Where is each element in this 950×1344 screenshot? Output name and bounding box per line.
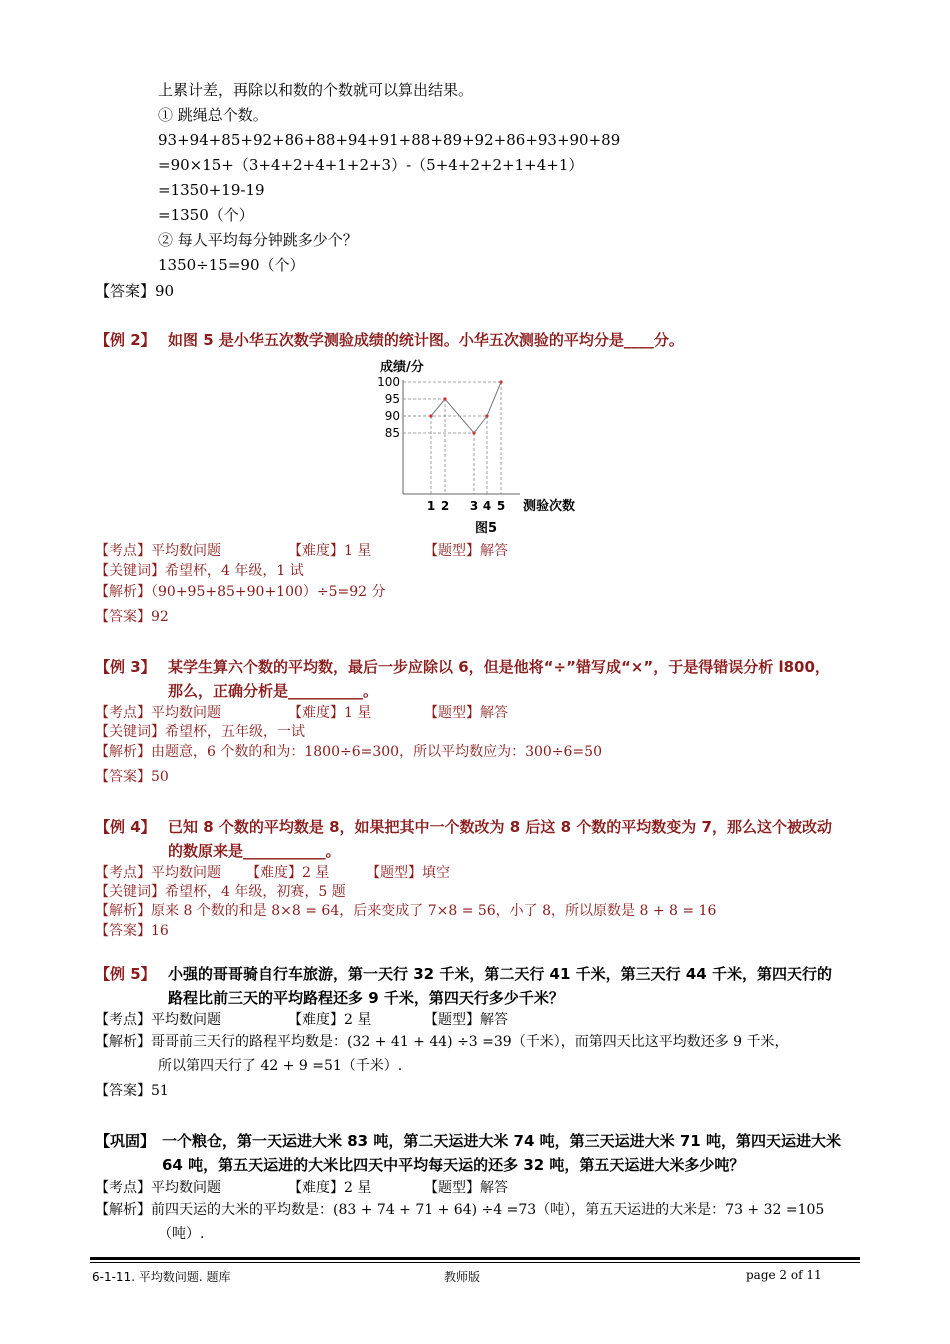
ex4-kaodian: 【考点】平均数问题 <box>95 865 221 881</box>
gonggu-jiexi-2: （吨）. <box>158 1226 205 1242</box>
ex5-answer <box>95 1081 169 1101</box>
footer-doc-name: 6-1-11. 平均数问题. 题库 <box>92 1270 231 1284</box>
example-3-label: 【例 3】 <box>95 658 156 676</box>
intro-answer <box>95 281 174 301</box>
score-line-chart <box>360 352 620 542</box>
answer-value: 16 <box>151 923 169 939</box>
example-5-question-1: 小强的哥哥骑自行车旅游，第一天行 32 千米，第二天行 41 千米，第三天行 44 千米，第四天行的 <box>168 965 832 983</box>
ex4-answer <box>95 921 169 941</box>
gonggu-label: 【巩固】 <box>95 1132 156 1150</box>
intro-line-4: =90×15+（3+4+2+4+1+2+3）-（5+4+2+2+1+4+1） <box>158 156 584 174</box>
chart-title: 成绩/分 <box>380 360 424 375</box>
answer-label: 【答案】 <box>95 282 156 300</box>
y-tick-label: 95 <box>384 392 400 406</box>
ex2-nandu: 【难度】1 星 <box>288 543 372 559</box>
example-2-question: 如图 5 是小华五次数学测验成绩的统计图。小华五次测验的平均分是____分。 <box>168 331 684 349</box>
ex3-kaodian: 【考点】平均数问题 <box>95 705 221 721</box>
example-3-question-2: 那么，正确分析是__________。 <box>168 682 379 700</box>
ex3-tixing: 【题型】解答 <box>424 705 508 721</box>
ex2-kaodian: 【考点】平均数问题 <box>95 543 221 559</box>
answer-value: 50 <box>151 769 169 785</box>
example-5-question-2: 路程比前三天的平均路程还多 9 千米，第四天行多少千米？ <box>168 989 564 1007</box>
gonggu-tixing: 【题型】解答 <box>424 1180 508 1196</box>
data-point <box>472 431 475 434</box>
y-tick-label: 100 <box>377 375 400 389</box>
y-tick-label: 90 <box>384 409 400 423</box>
ex4-jiexi: 【解析】原来 8 个数的和是 8×8 = 64，后来变成了 7×8 = 56，小了 8，所以原数是 8 + 8 = 16 <box>95 903 717 919</box>
intro-line-7: ② 每人平均每分钟跳多少个？ <box>158 231 358 249</box>
ex3-jiexi: 【解析】由题意，6 个数的和为：1800÷6=300，所以平均数应为：300÷6=50 <box>95 744 602 760</box>
answer-value: 51 <box>151 1083 169 1099</box>
ex3-keywords: 【关键词】希望杯，五年级，一试 <box>95 724 305 740</box>
x-tick-label: 1 <box>426 499 436 513</box>
intro-line-8: 1350÷15=90（个） <box>158 256 305 274</box>
ex5-jiexi-2: 所以第四天行了 42 + 9 =51（千米）. <box>158 1058 403 1074</box>
answer-label: 【答案】 <box>95 609 151 625</box>
ex4-nandu: 【难度】2 星 <box>246 865 330 881</box>
example-3-question-1: 某学生算六个数的平均数，最后一步应除以 6，但是他将“÷”错写成“×”，于是得错误分析 l800， <box>168 658 830 676</box>
footer-rule <box>90 1257 860 1260</box>
footer-page-number: page 2 of 11 <box>746 1268 822 1282</box>
gonggu-kaodian: 【考点】平均数问题 <box>95 1180 221 1196</box>
answer-label: 【答案】 <box>95 923 151 939</box>
chart-caption: 图5 <box>474 521 498 536</box>
example-2-label: 【例 2】 <box>95 331 156 349</box>
intro-line-2: ① 跳绳总个数。 <box>158 106 268 124</box>
gonggu-question-2: 64 吨，第五天运进的大米比四天中平均每天运的还多 32 吨，第五天运进大米多少吨？ <box>162 1156 745 1174</box>
gonggu-jiexi-1: 【解析】前四天运的大米的平均数是：(83 + 74 + 71 + 64) ÷4 =73（吨），第五天运进的大米是：73 + 32 =105 <box>95 1202 825 1218</box>
ex4-keywords: 【关键词】希望杯，4 年级，初赛，5 题 <box>95 884 346 900</box>
ex5-tixing: 【题型】解答 <box>424 1012 508 1028</box>
footer-rule-thin <box>90 1262 860 1263</box>
ex3-nandu: 【难度】1 星 <box>288 705 372 721</box>
ex3-answer <box>95 767 169 787</box>
ex2-answer <box>95 607 169 627</box>
data-point <box>429 414 432 417</box>
answer-label: 【答案】 <box>95 1083 151 1099</box>
data-point <box>443 397 446 400</box>
intro-line-5: =1350+19-19 <box>158 181 265 199</box>
example-4-label: 【例 4】 <box>95 818 156 836</box>
intro-line-1: 上累计差，再除以和数的个数就可以算出结果。 <box>158 81 474 99</box>
ex4-tixing: 【题型】填空 <box>366 865 450 881</box>
example-5-label: 【例 5】 <box>95 965 156 983</box>
answer-label: 【答案】 <box>95 769 151 785</box>
ex2-jiexi: 【解析】（90+95+85+90+100）÷5=92 分 <box>95 584 386 600</box>
x-tick-label: 2 <box>440 499 450 513</box>
intro-line-3: 93+94+85+92+86+88+94+91+88+89+92+86+93+90+89 <box>158 131 621 149</box>
y-tick-label: 85 <box>384 426 400 440</box>
footer-edition: 教师版 <box>444 1270 481 1284</box>
answer-value: 90 <box>155 282 175 300</box>
ex2-tixing: 【题型】解答 <box>424 543 508 559</box>
x-tick-label: 5 <box>496 499 506 513</box>
x-axis-label: 测验次数 <box>523 499 576 514</box>
example-4-question-1: 已知 8 个数的平均数是 8，如果把其中一个数改为 8 后这 8 个数的平均数变为 7，那么这个被改动 <box>168 818 832 836</box>
ex5-nandu: 【难度】2 星 <box>288 1012 372 1028</box>
x-tick-label: 3 <box>469 499 479 513</box>
data-point <box>485 414 488 417</box>
answer-value: 92 <box>151 609 169 625</box>
ex2-keywords: 【关键词】希望杯，4 年级，1 试 <box>95 563 304 579</box>
ex5-kaodian: 【考点】平均数问题 <box>95 1012 221 1028</box>
ex5-jiexi-1: 【解析】哥哥前三天行的路程平均数是：(32 + 41 + 44) ÷3 =39（千米），而第四天比这平均数还多 9 千米， <box>95 1034 789 1050</box>
gonggu-nandu: 【难度】2 星 <box>288 1180 372 1196</box>
data-point <box>499 380 502 383</box>
intro-line-6: =1350（个） <box>158 206 254 224</box>
x-tick-label: 4 <box>482 499 492 513</box>
example-4-question-2: 的数原来是___________。 <box>168 842 341 860</box>
gonggu-question-1: 一个粮仓，第一天运进大米 83 吨，第二天运进大米 74 吨，第三天运进大米 71 吨，第四天运进大米 <box>162 1132 841 1150</box>
series-line <box>431 382 501 433</box>
